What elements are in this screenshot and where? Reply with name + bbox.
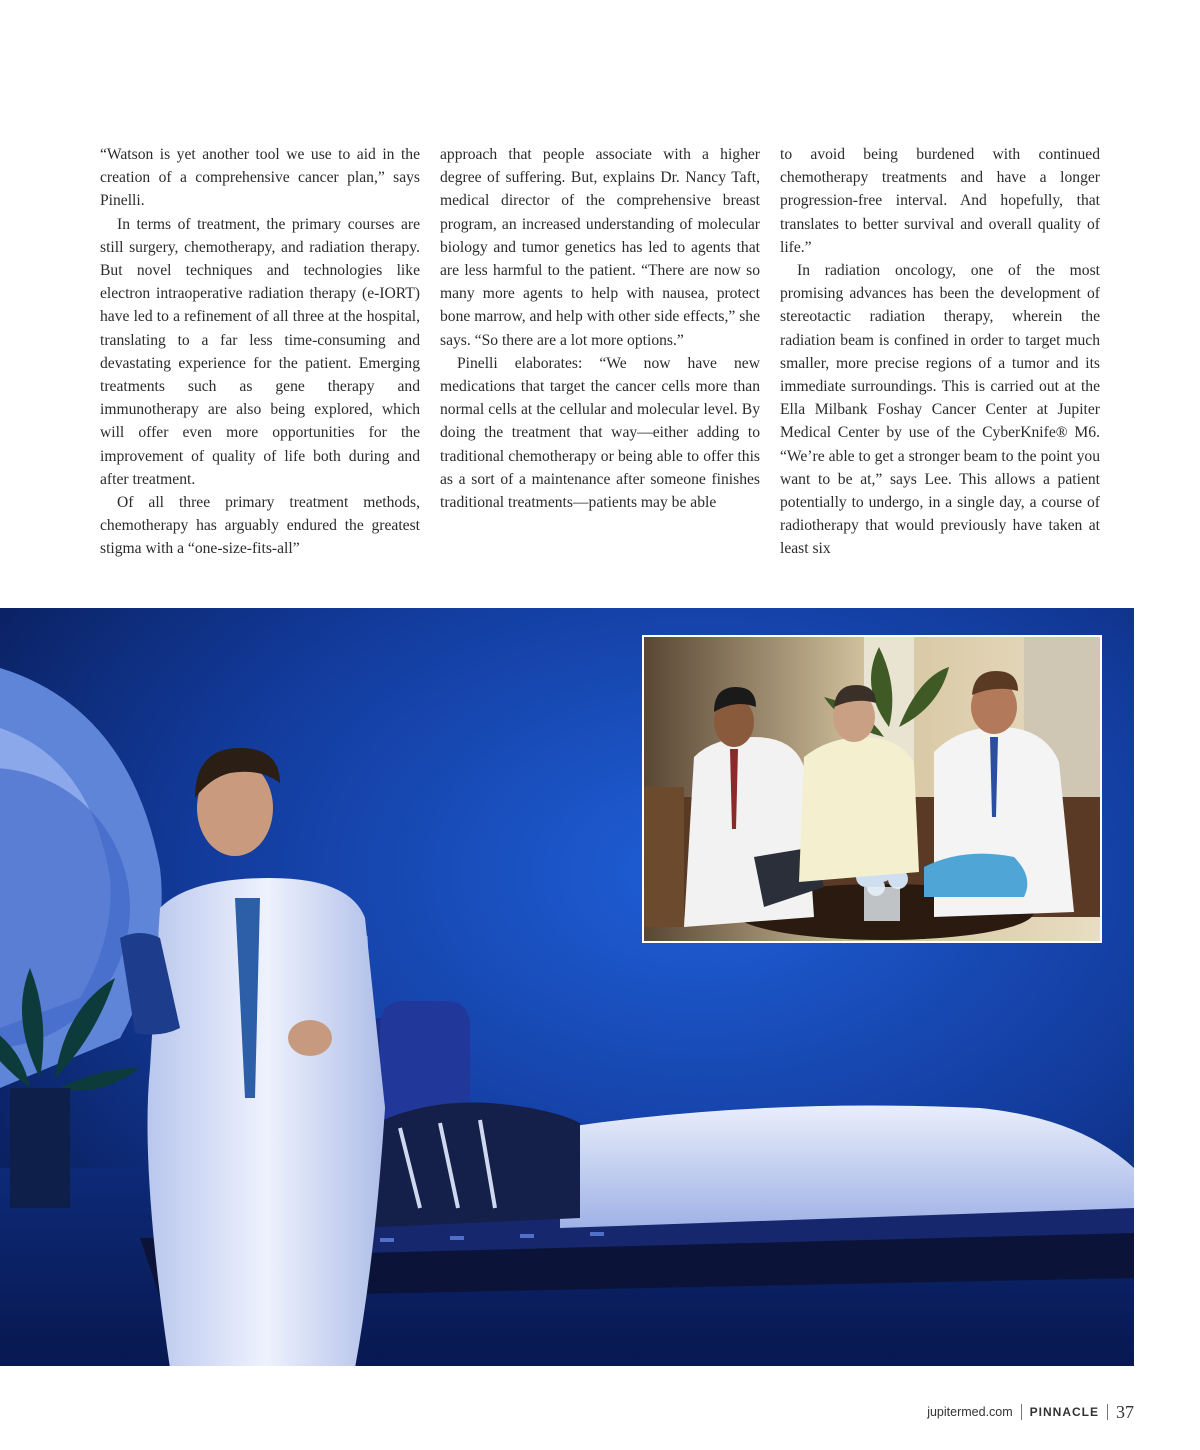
paragraph: In radiation oncology, one of the most promising advances has been the development of stereotactic radiation therapy, wherein the radiation beam is confined in order to target much smaller, more precise regions of a tumor and its immediate surroundings. This is carried out at the Ella Milbank Foshay Cancer Center at Jupiter Medical Center by use of the CyberKnife® M6. “We’re able to get a stronger beam to the point you want to be at,” says Lee. This allows a patient potentially to undergo, in a single day, a course of radiotherapy that would previously have taken at least six: [780, 262, 1100, 558]
footer-divider: [1021, 1404, 1022, 1420]
paragraph: to avoid being burdened with continued chemotherapy treatments and have a longer progression-free interval. And hopefully, that translates to better survival and overall quality of life.”: [780, 146, 1100, 256]
article-column-1: [100, 143, 420, 561]
paragraph: In terms of treatment, the primary courses are still surgery, chemotherapy, and radiation therapy. But novel techniques and technologies like electron intraoperative radiation therapy (e-IORT) have led to a refinement of all three at the hospital, translating to a far less time-consuming and devastating experience for the patient. Emerging treatments such as gene therapy and immunotherapy are also being explored, which will offer even more opportunities for the improvement of quality of life both during and after treatment.: [100, 215, 420, 488]
doctors-consultation-photo: [642, 635, 1102, 943]
page-footer: [927, 1400, 1134, 1424]
paragraph: approach that people associate with a higher degree of suffering. But, explains Dr. Nancy Taft, medical director of the comprehensive breast program, an increased understanding of molecular biology and tumor genetics has led to agents that are less harmful to the patient. “There are now so many more agents to help with nausea, protect bone marrow, and help with other side effects,” she says. “So there are a lot more options.”: [440, 146, 760, 349]
article-column-3: [780, 143, 1100, 561]
footer-magazine-name: PINNACLE: [1029, 1405, 1099, 1419]
paragraph: Of all three primary treatment methods, chemotherapy has arguably endured the greatest stigma with a “one-size-fits-all”: [100, 494, 420, 558]
paragraph: Pinelli elaborates: “We now have new medications that target the cancer cells more than normal cells at the cellular and molecular level. By doing the treatment that way—either adding to traditional chemotherapy or being able to offer this as a sort of a maintenance after someone finishes traditional treatments—patients may be able: [440, 354, 760, 512]
page-number: 37: [1116, 1401, 1134, 1422]
article-column-2: [440, 143, 760, 514]
paragraph: “Watson is yet another tool we use to aid in the creation of a comprehensive cancer plan,” says Pinelli.: [100, 146, 420, 210]
footer-divider: [1107, 1404, 1108, 1420]
footer-website: jupitermed.com: [927, 1405, 1013, 1419]
